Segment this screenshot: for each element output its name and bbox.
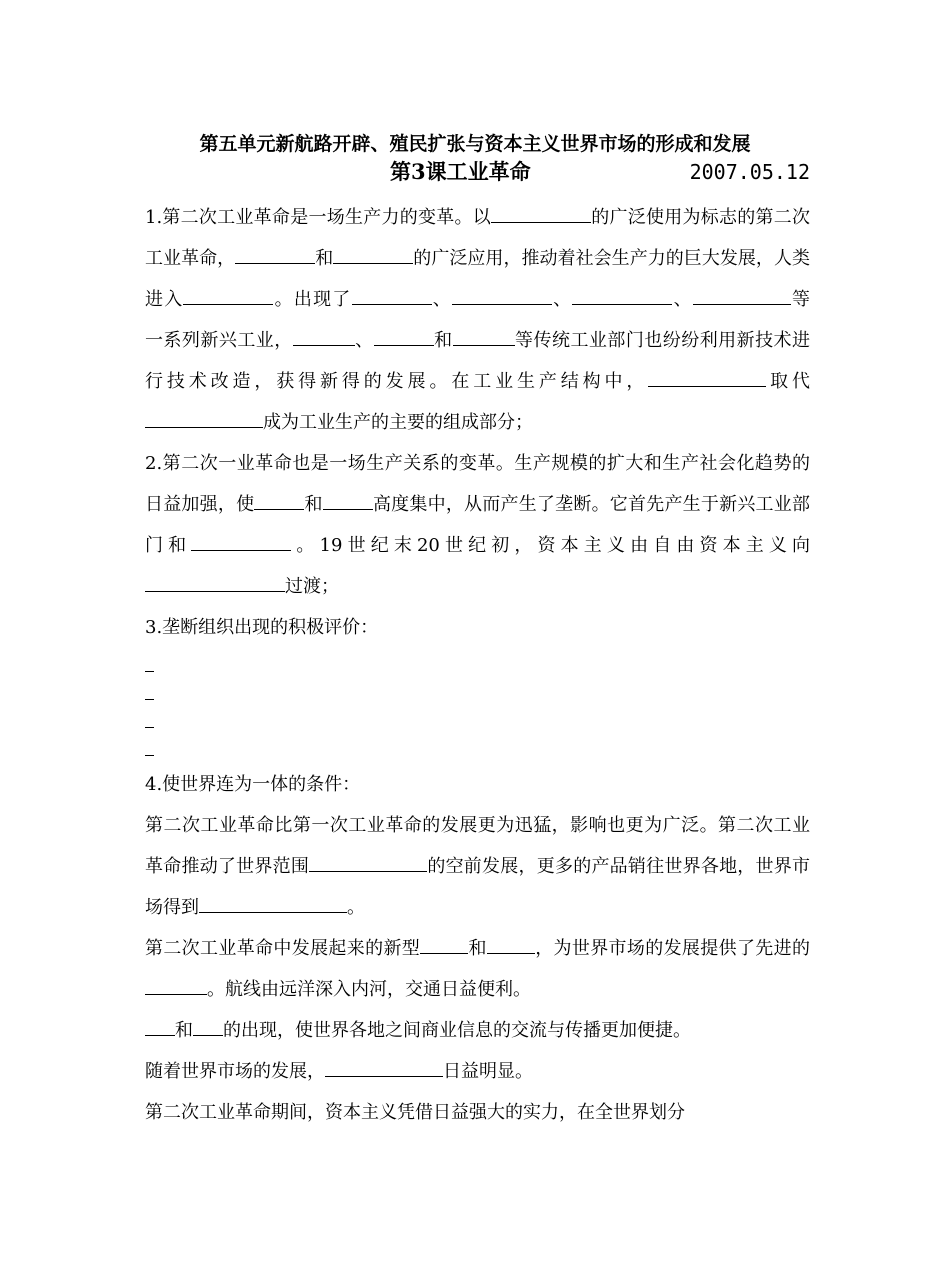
question-2: 2.第二次一业革命也是一场生产关系的变革。生产规模的扩大和生产社会化趋势的日益加强，使 和 高度集中，从而产生了垄断。它首先产生于新兴工业部门和 。19世纪末20世纪初，资本主义由自由资本主义向过渡； — [145, 453, 810, 597]
fill-blank[interactable] — [352, 282, 432, 305]
fill-blank[interactable] — [235, 241, 315, 264]
question-4-label: 4.使世界连为一体的条件： — [145, 774, 361, 795]
fill-blank[interactable] — [191, 528, 291, 551]
fill-blank[interactable] — [648, 364, 766, 387]
fill-blank[interactable] — [420, 931, 468, 954]
worksheet-body — [145, 197, 810, 1133]
answer-line[interactable] — [145, 736, 154, 756]
question-4-paragraph-4: 随着世界市场的发展， 日益明显。 — [145, 1051, 810, 1092]
lesson-date: 2007.05.12 — [689, 160, 810, 184]
answer-line[interactable] — [145, 652, 154, 672]
fill-blank[interactable] — [333, 241, 413, 264]
fill-blank[interactable] — [491, 200, 591, 223]
fill-blank[interactable] — [145, 1013, 175, 1036]
fill-blank[interactable] — [193, 1013, 223, 1036]
question-1: 1.第二次工业革命是一场生产力的变革。以 的广泛使用为标志的第二次工业革命， 和 的广泛应用，推动着社会生产力的巨大发展，人类进入 。出现了 、 、 、 等一系列新兴工业， 、 和 等传统工业部门也纷纷利用新技术进行技术改造，获得新得的发展。在工业生产结构中， 取代成为工业生产的主要的组成部分； — [145, 197, 810, 443]
answer-lines — [145, 652, 810, 756]
unit-title: 第五单元新航路开辟、殖民扩张与资本主义世界市场的形成和发展 — [199, 133, 751, 155]
fill-blank[interactable] — [309, 849, 427, 872]
fill-blank[interactable] — [325, 1054, 443, 1077]
fill-blank[interactable] — [453, 323, 515, 346]
fill-blank[interactable] — [374, 323, 434, 346]
question-4-paragraph-1: 第二次工业革命比第一次工业革命的发展更为迅猛，影响也更为广泛。第二次工业革命推动了世界范围 的空前发展，更多的产品销往世界各地，世界市场得到 。 — [145, 815, 811, 918]
fill-blank[interactable] — [183, 282, 273, 305]
fill-blank[interactable] — [254, 487, 304, 510]
fill-blank[interactable] — [693, 282, 791, 305]
fill-blank[interactable] — [145, 569, 285, 592]
fill-blank[interactable] — [452, 282, 552, 305]
fill-blank[interactable] — [145, 972, 207, 995]
question-3: 3.垄断组织出现的积极评价： — [145, 617, 379, 638]
question-4-paragraph-2: 第二次工业革命中发展起来的新型 和 ，为世界市场的发展提供了先进的。航线由远洋深入内河，交通日益便利。 — [145, 928, 810, 1010]
answer-line[interactable] — [145, 708, 154, 728]
fill-blank[interactable] — [487, 931, 535, 954]
fill-blank[interactable] — [199, 890, 347, 913]
question-4-paragraph-5: 第二次工业革命期间，资本主义凭借日益强大的实力，在全世界划分 — [145, 1102, 685, 1123]
answer-line[interactable] — [145, 680, 154, 700]
fill-blank[interactable] — [323, 487, 373, 510]
lesson-header — [390, 157, 810, 187]
fill-blank[interactable] — [293, 323, 355, 346]
fill-blank[interactable] — [572, 282, 672, 305]
question-4-paragraph-3: 和 的出现，使世界各地之间商业信息的交流与传播更加便捷。 — [145, 1010, 810, 1051]
fill-blank[interactable] — [145, 405, 263, 428]
lesson-title: 第3课工业革命 — [390, 159, 531, 184]
